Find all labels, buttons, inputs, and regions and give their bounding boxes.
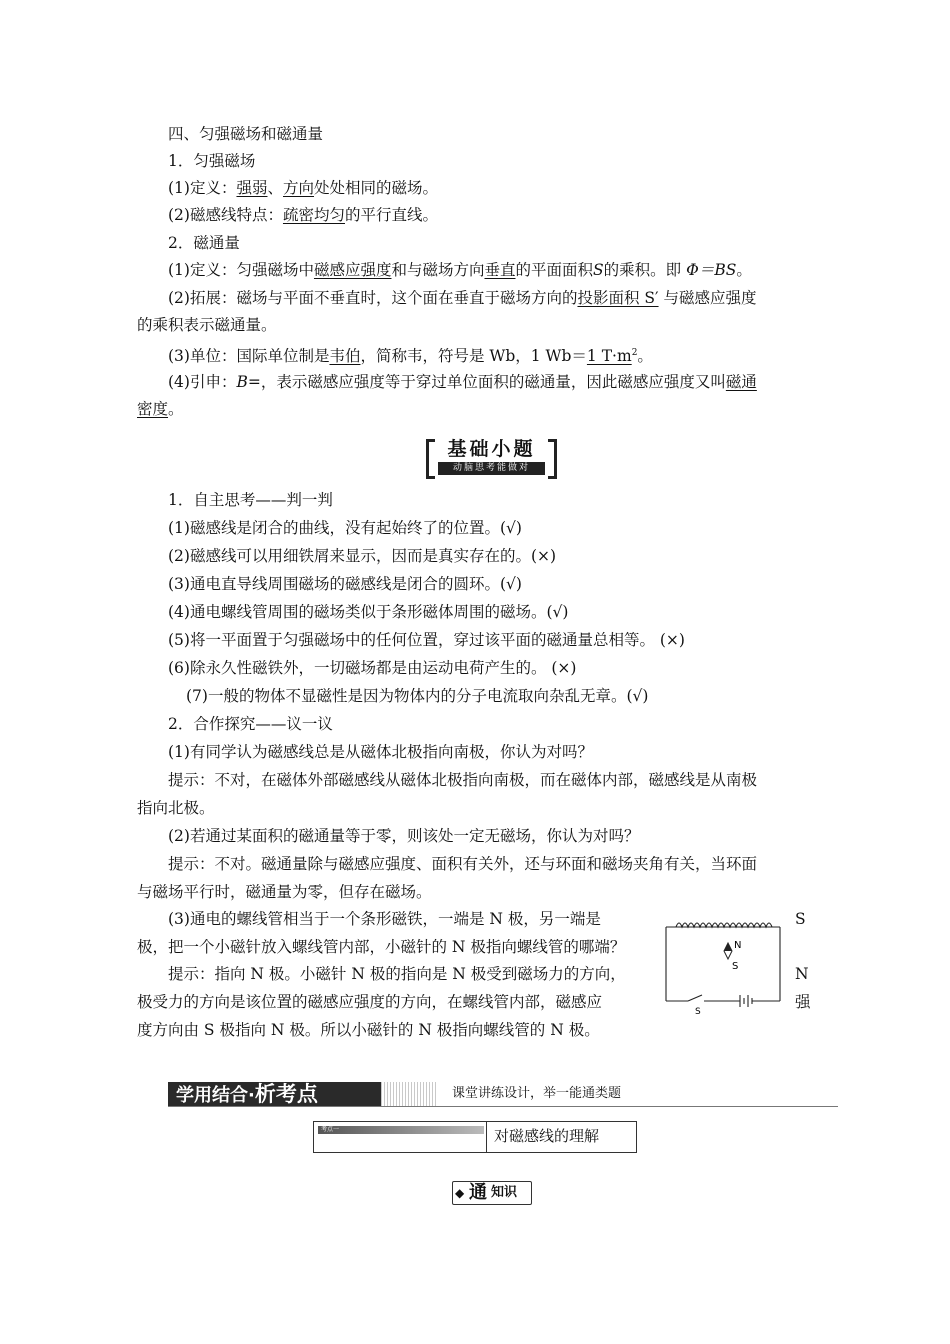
uniform-field-definition: (1)定义：强弱、方向处处相同的磁场。 [168,179,439,197]
needle-N-label: N [734,940,742,951]
flux-density-extension-line2: 密度。 [137,400,184,418]
quiz-item: (4)通电螺线管周围的磁场类似于条形磁体周围的磁场。(√) [168,603,569,621]
discussion-answer-cont: 指向北极。 [137,799,215,817]
right-column-fragment: N [795,965,809,983]
needle-S-label: S [732,961,739,972]
discussion-answer: 提示：指向 N 极。小磁针 N 极的指向是 N 极受到磁场力的方向， [168,965,626,983]
banner-title: 基础小题 [447,438,536,460]
section-heading: 四、匀强磁场和磁通量 [168,125,324,143]
quiz-item: (7)一般的物体不显磁性是因为物体内的分子电流取向杂乱无章。(√) [186,687,649,705]
quiz-item: (3)通电直导线周围磁场的磁感线是闭合的圆环。(√) [168,575,522,593]
flux-definition: (1)定义：匀强磁场中磁感应强度和与磁场方向垂直的平面面积S的乘积。即 Φ＝BS。 [168,261,752,279]
right-column-fragment: 强 [795,993,811,1011]
discussion-question: (2)若通过某面积的磁通量等于零，则该处一定无磁场，你认为对吗？ [168,827,640,845]
discussion-answer-cont: 与磁场平行时，磁通量为零，但存在磁场。 [137,883,432,901]
discussion-answer-cont: 度方向由 S 极指向 N 极。所以小磁针的 N 极指向螺线管的 N 极。 [137,1021,600,1039]
solenoid-circuit-figure [662,915,787,1015]
key-point-title: 对磁感线的理解 [494,1127,600,1145]
banner-subtitle: 动脑思考能做对 [438,462,545,475]
flux-extension-line2: 的乘积表示磁通量。 [137,316,277,334]
subheading-uniform-field: 1．匀强磁场 [168,152,256,170]
quiz-heading-discuss: 2．合作探究——议一议 [168,715,333,733]
subheading-flux: 2．磁通量 [168,234,240,252]
section-bar-subtitle: 课堂讲练设计，举一能通类题 [436,1082,838,1106]
quiz-item: (6)除永久性磁铁外，一切磁场都是由运动电荷产生的。 (×) [168,659,577,677]
quiz-item: (2)磁感线可以用细铁屑来显示，因而是真实存在的。(×) [168,547,557,565]
quiz-heading-judge: 1．自主思考——判一判 [168,491,333,509]
section-bar-title: 学用结合·析考点 [168,1082,381,1106]
section-bar [168,1082,838,1107]
knowledge-label: ◆ 通 知识 [452,1181,532,1205]
field-line-feature: (2)磁感线特点：疏密均匀的平行直线。 [168,206,438,224]
diamond-icon: ◆ [455,1186,465,1200]
discussion-question-cont: 极，把一个小磁针放入螺线管内部，小磁针的 N 极指向螺线管的哪端？ [137,938,626,956]
key-point-box [313,1121,637,1153]
flux-density-extension: (4)引申：B=，表示磁感应强度等于穿过单位面积的磁通量，因此磁感应强度又叫磁通 [168,373,757,391]
discussion-answer: 提示：不对，在磁体外部磁感线从磁体北极指向南极，而在磁体内部，磁感线是从南极 [168,771,758,789]
basic-questions-banner [430,437,553,475]
quiz-item: (1)磁感线是闭合的曲线，没有起始终了的位置。(√) [168,519,522,537]
switch-label: S [695,1007,701,1015]
flux-unit: (3)单位：国际单位制是韦伯，简称韦，符号是 Wb，1 Wb＝1 $T\cdot m^2$。 [168,347,653,366]
discussion-answer-cont: 极受力的方向是该位置的磁感应强度的方向，在螺线管内部，磁感应 [137,993,603,1011]
right-column-fragment: S [795,910,806,928]
discussion-question: (1)有同学认为磁感线总是从磁体北极指向南极，你认为对吗？ [168,743,593,761]
flux-extension: (2)拓展：磁场与平面不垂直时，这个面在垂直于磁场方向的投影面积 S′ 与磁感应强度 [168,289,757,307]
quiz-item: (5)将一平面置于匀强磁场中的任何位置，穿过该平面的磁通量总相等。 (×) [168,631,685,649]
key-point-tag: 考点一 [318,1126,484,1134]
discussion-answer: 提示：不对。磁通量除与磁感应强度、面积有关外，还与环面和磁场夹角有关，当环面 [168,855,758,873]
discussion-question: (3)通电的螺线管相当于一个条形磁铁，一端是 N 极，另一端是 [168,910,601,928]
